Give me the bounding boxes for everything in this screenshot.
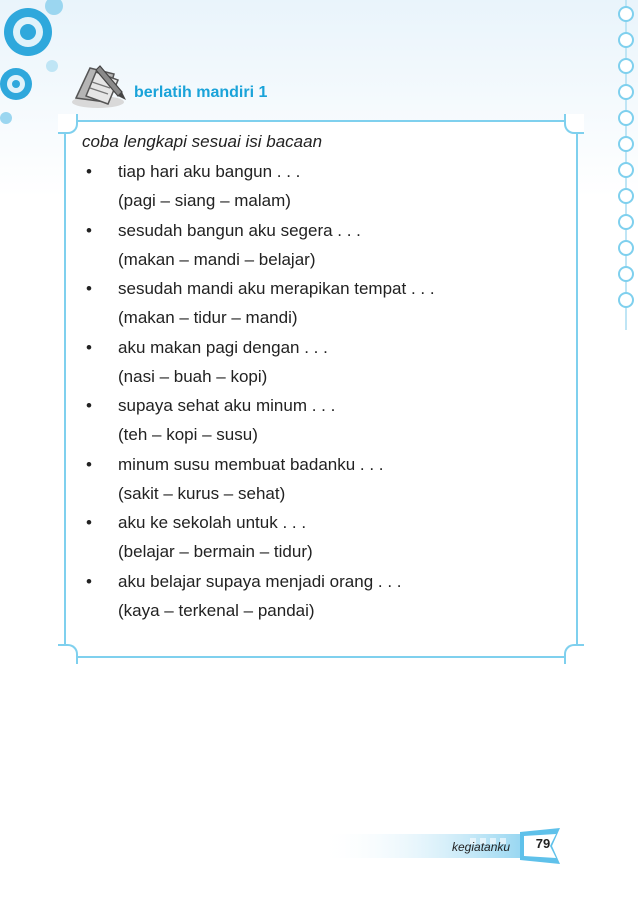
item-question: supaya sehat aku minum . . . [118, 396, 336, 415]
exercise-item [82, 221, 562, 280]
item-options: (kaya – terkenal – pandai) [118, 600, 315, 620]
item-options: (nasi – buah – kopi) [118, 366, 268, 386]
item-question: tiap hari aku bangun . . . [118, 162, 301, 181]
pencil-paper-icon [70, 62, 128, 110]
bullet: • [86, 513, 92, 532]
footer-label: kegiatanku [452, 840, 511, 854]
frame-corner-top-left [58, 114, 78, 134]
frame-corner-top-right [564, 114, 584, 134]
bullet: • [86, 571, 92, 591]
exercise-items [82, 162, 562, 630]
section-header [70, 62, 370, 112]
item-options: (sakit – kurus – sehat) [118, 483, 286, 503]
exercise-item [82, 513, 562, 572]
item-question: aku belajar supaya menjadi orang . . . [118, 571, 402, 591]
exercise-item [82, 396, 562, 455]
bullet: • [86, 396, 92, 415]
bullet: • [86, 162, 92, 181]
right-edge-chain-decoration [608, 0, 638, 330]
bullet: • [86, 279, 92, 298]
item-options: (pagi – siang – malam) [118, 191, 291, 210]
exercise-instruction: coba lengkapi sesuai isi bacaan [82, 132, 323, 151]
frame-corner-bottom-left [58, 644, 78, 664]
exercise-item [82, 162, 562, 221]
frame-corner-bottom-right [564, 644, 584, 664]
exercise-item [82, 455, 562, 514]
exercise-item [82, 338, 562, 397]
item-question: aku ke sekolah untuk . . . [118, 513, 307, 532]
bullet: • [86, 337, 92, 357]
exercise-frame [64, 120, 578, 658]
bullet: • [86, 220, 92, 240]
item-question: sesudah mandi aku merapikan tempat . . . [118, 279, 435, 298]
item-question: sesudah bangun aku segera . . . [118, 220, 361, 240]
item-options: (makan – tidur – mandi) [118, 308, 298, 327]
section-title: berlatih mandiri 1 [134, 84, 268, 101]
exercise-item [82, 572, 562, 631]
item-question: aku makan pagi dengan . . . [118, 337, 328, 357]
page-number: 79 [535, 836, 551, 851]
exercise-item [82, 279, 562, 338]
item-options: (makan – mandi – belajar) [118, 249, 316, 269]
item-question: minum susu membuat badanku . . . [118, 454, 384, 474]
item-options: (belajar – bermain – tidur) [118, 542, 313, 561]
item-options: (teh – kopi – susu) [118, 425, 258, 444]
bullet: • [86, 454, 92, 474]
